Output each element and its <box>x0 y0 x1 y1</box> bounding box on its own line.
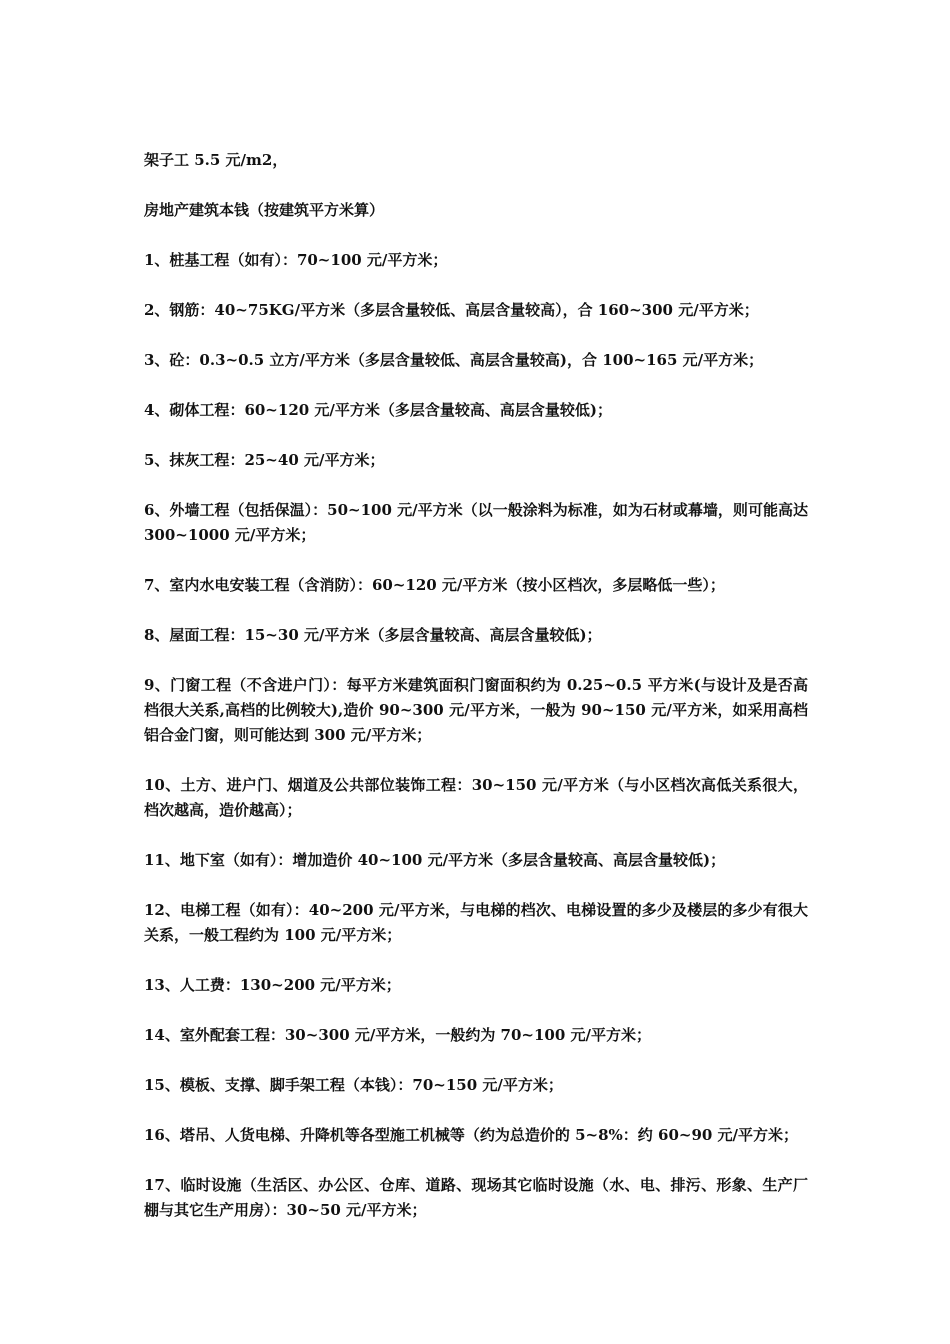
paragraph-item-2: 2、钢筋：40~75KG/平方米（多层含量较低、高层含量较高），合 160~300 元/平方米； <box>144 301 759 319</box>
paragraph-item-16: 16、塔吊、人货电梯、升降机等各型施工机械等（约为总造价的 5~8%：约 60~90 元/平方米； <box>144 1126 799 1144</box>
paragraph-cost-heading: 房地产建筑本钱（按建筑平方米算） <box>144 201 385 219</box>
paragraph-item-8: 8、屋面工程：15~30 元/平方米（多层含量较高、高层含量较低)； <box>144 626 602 644</box>
paragraph-item-15: 15、模板、支撑、脚手架工程（本钱）：70~150 元/平方米； <box>144 1076 563 1094</box>
paragraph-item-9: 9、门窗工程（不含进户门）：每平方米建筑面积门窗面积约为 0.25~0.5 平方米(与设计及是否高档很大关系,高档的比例较大),造价 90~300 元/平方米，一般为 90~150 元/平方米，如采用高档铝合金门窗，则可能达到 300 元/平方米； <box>144 676 808 744</box>
paragraph-item-7: 7、室内水电安装工程（含消防）：60~120 元/平方米（按小区档次，多层略低一些）； <box>144 576 725 594</box>
paragraph-item-13: 13、人工费：130~200 元/平方米； <box>144 976 401 994</box>
paragraph-item-11: 11、地下室（如有）：增加造价 40~100 元/平方米（多层含量较高、高层含量较低)； <box>144 851 726 869</box>
paragraph-item-10: 10、土方、进户门、烟道及公共部位装饰工程：30~150 元/平方米（与小区档次高低关系很大，档次越高，造价越高）； <box>144 776 808 819</box>
paragraph-item-6: 6、外墙工程（包括保温）：50~100 元/平方米（以一般涂料为标准，如为石材或幕墙，则可能高达 300~1000 元/平方米； <box>144 501 808 544</box>
paragraph-item-5: 5、抹灰工程：25~40 元/平方米； <box>144 451 385 469</box>
paragraph-item-1: 1、桩基工程（如有）：70~100 元/平方米； <box>144 251 448 269</box>
paragraph-item-14: 14、室外配套工程：30~300 元/平方米，一般约为 70~100 元/平方米； <box>144 1026 652 1044</box>
document-body <box>144 148 808 1248</box>
paragraph-item-12: 12、电梯工程（如有）：40~200 元/平方米，与电梯的档次、电梯设置的多少及楼层的多少有很大关系，一般工程约为 100 元/平方米； <box>144 901 808 944</box>
paragraph-item-3: 3、砼：0.3~0.5 立方/平方米（多层含量较低、高层含量较高)，合 100~165 元/平方米； <box>144 351 764 369</box>
paragraph-item-17: 17、临时设施（生活区、办公区、仓库、道路、现场其它临时设施（水、电、排污、形象、生产厂棚与其它生产用房）：30~50 元/平方米； <box>144 1176 808 1219</box>
paragraph-item-4: 4、砌体工程：60~120 元/平方米（多层含量较高、高层含量较低)； <box>144 401 612 419</box>
paragraph-scaffolder-wage: 架子工 5.5 元/m2， <box>144 151 288 169</box>
